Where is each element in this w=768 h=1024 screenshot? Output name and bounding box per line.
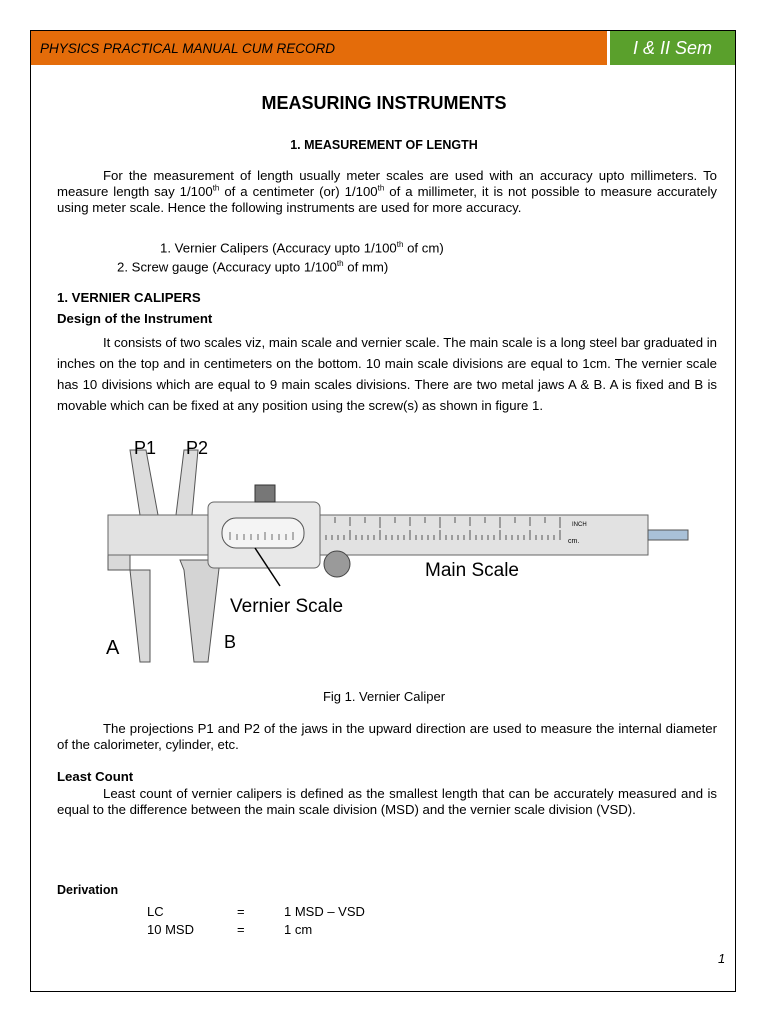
- section-heading-vernier: 1. VERNIER CALIPERS: [57, 290, 201, 305]
- header-title: PHYSICS PRACTICAL MANUAL CUM RECORD: [31, 31, 607, 65]
- header-semester: I & II Sem: [610, 31, 735, 65]
- label-a: A: [106, 637, 120, 659]
- main-title: MEASURING INSTRUMENTS: [261, 93, 507, 113]
- projections-paragraph: The projections P1 and P2 of the jaws in the upward direction are used to measure the internal diameter of the calorimeter, cylinder, etc.: [57, 721, 717, 752]
- least-count-paragraph: Least count of vernier calipers is defined as the smallest length that can be accurately measured and is equal to the difference between the main scale division (MSD) and the vernier scale division (VSD).: [57, 786, 717, 817]
- label-p1: P1: [134, 440, 157, 458]
- derivation-row: 10 MSD = 1 cm: [147, 922, 313, 937]
- list-item-vernier: 1. Vernier Calipers (Accuracy upto 1/100th of cm): [160, 240, 444, 256]
- label-b: B: [224, 632, 237, 652]
- design-paragraph: It consists of two scales viz, main scale and vernier scale. The main scale is a long steel bar graduated in inches on the top and in centimeters on the bottom. 10 main scale divisions are equal to 1cm. The vernier scale has 10 divisions which are equal to 9 main scales divisions. There are two metal jaws A & B. A is fixed and B is movable which can be fixed at any position using the screw(s) as shown in figure 1.: [57, 335, 717, 413]
- least-count-heading: Least Count: [57, 769, 134, 784]
- section-subtitle: 1. MEASUREMENT OF LENGTH: [290, 138, 478, 152]
- page-header: [31, 31, 735, 65]
- inch-label: INCH: [572, 522, 587, 528]
- list-item-screw-gauge: 2. Screw gauge (Accuracy upto 1/100th of mm): [117, 259, 389, 275]
- vernier-caliper-figure: [100, 440, 700, 668]
- intro-paragraph: For the measurement of length usually meter scales are used with an accuracy upto millimeters. To measure length say 1/100th of a centimeter (or) 1/100th of a millimeter, it is not possible to measure accurately using meter scale. Hence the following instruments are used for more accuracy.: [57, 168, 717, 215]
- figure-caption: Fig 1. Vernier Caliper: [322, 689, 446, 704]
- label-vernier-scale: Vernier Scale: [230, 596, 344, 617]
- label-p2: P2: [186, 440, 209, 458]
- page-number: 1: [718, 951, 726, 966]
- derivation-heading: Derivation: [57, 883, 119, 897]
- label-main-scale: Main Scale: [425, 560, 519, 581]
- cm-label: cm.: [568, 538, 580, 545]
- derivation-row: LC = 1 MSD – VSD: [147, 904, 365, 919]
- design-heading: Design of the Instrument: [57, 311, 213, 326]
